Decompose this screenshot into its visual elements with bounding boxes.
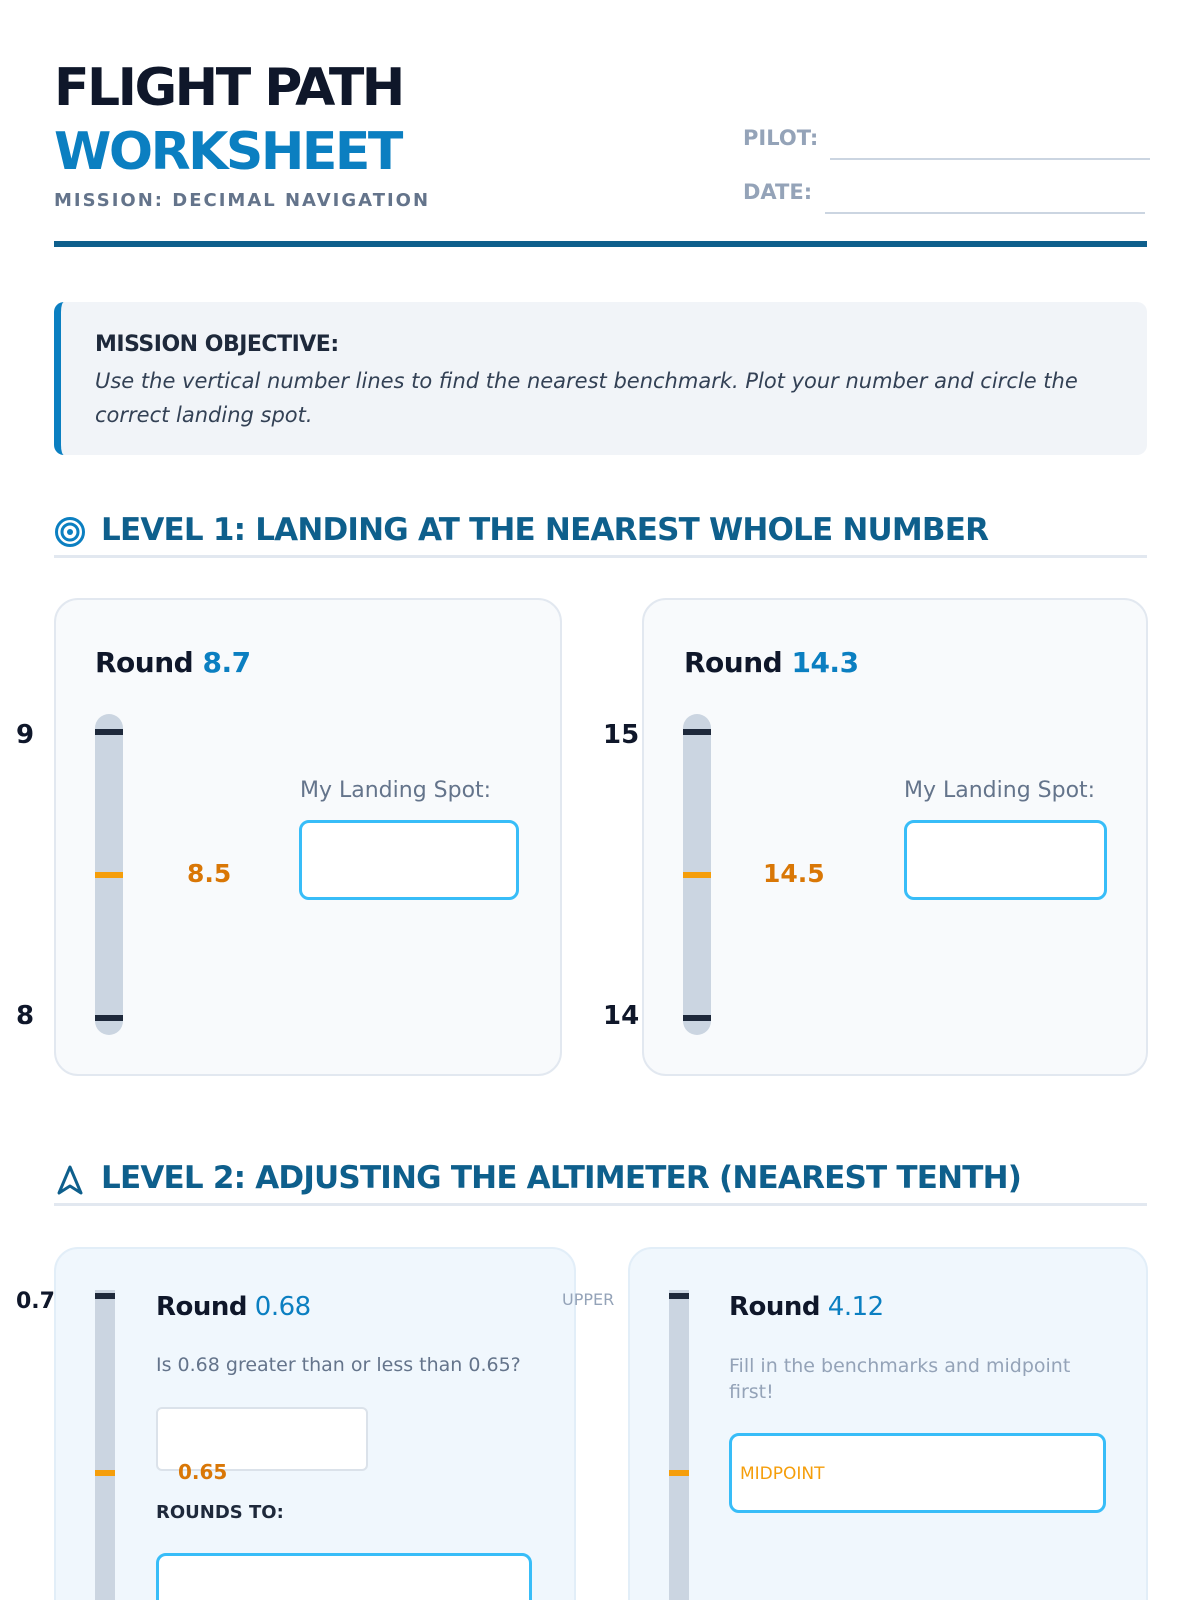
level2-heading: [54, 1158, 1147, 1206]
objective-title: MISSION OBJECTIVE:: [95, 332, 339, 357]
objective-text: Use the vertical number lines to find the nearest benchmark. Plot your number and circle the correct landing spot.: [95, 369, 1078, 427]
upper-benchmark-tick: [95, 1293, 115, 1299]
rounds-to-label: ROUNDS TO:: [156, 1502, 284, 1523]
landing-spot-label: My Landing Spot:: [904, 778, 1096, 803]
problem-number: 8.7: [202, 646, 251, 679]
worksheet-title-line1: FLIGHT PATH: [54, 58, 403, 118]
upper-benchmark-tick: [669, 1293, 689, 1299]
upper-benchmark-label: 15: [603, 720, 640, 750]
problem-number: 14.3: [791, 646, 859, 679]
worksheet-title-line2: WORKSHEET: [54, 122, 401, 182]
comparison-question: Is 0.68 greater than or less than 0.65?: [156, 1354, 521, 1376]
midpoint-tick: [95, 872, 123, 878]
level2-problem-card: [628, 1247, 1148, 1600]
upper-benchmark-label: 0.7: [16, 1289, 55, 1314]
midpoint-tick: [683, 872, 711, 878]
lower-benchmark-tick: [683, 1015, 711, 1021]
midpoint-tick: [95, 1470, 115, 1476]
rounds-to-answer-box[interactable]: [156, 1553, 532, 1600]
upper-benchmark-tick: [683, 729, 711, 735]
upper-benchmark-label: UPPER: [562, 1290, 615, 1309]
header-divider: [54, 241, 1147, 247]
landing-spot-answer-box[interactable]: [904, 820, 1107, 900]
pilot-label: PILOT:: [743, 126, 819, 150]
vertical-number-line: [95, 1290, 115, 1600]
midpoint-label: 14.5: [763, 859, 825, 888]
problem-prompt: [729, 1292, 884, 1322]
vertical-number-line: [683, 714, 711, 1035]
problem-prompt: [95, 646, 251, 679]
round-word: Round: [684, 646, 783, 679]
landing-spot-label: My Landing Spot:: [300, 778, 492, 803]
navigation-arrow-icon: [54, 1164, 86, 1196]
vertical-number-line: [669, 1290, 689, 1600]
landing-spot-answer-box[interactable]: [299, 820, 519, 900]
lower-benchmark-label: 14: [603, 1001, 640, 1031]
round-word: Round: [156, 1292, 248, 1322]
target-icon: [54, 516, 86, 548]
problem-number: 0.68: [254, 1292, 311, 1322]
date-label: DATE:: [743, 180, 813, 204]
worksheet-subtitle: MISSION: DECIMAL NAVIGATION: [54, 190, 431, 211]
lower-benchmark-tick: [95, 1015, 123, 1021]
midpoint-placeholder: MIDPOINT: [740, 1464, 825, 1484]
pilot-name-field[interactable]: [830, 158, 1150, 160]
round-word: Round: [729, 1292, 821, 1322]
date-field[interactable]: [825, 212, 1145, 214]
upper-benchmark-label: 9: [16, 720, 35, 750]
lower-benchmark-label: 8: [16, 1001, 35, 1031]
round-word: Round: [95, 646, 194, 679]
instruction-hint: Fill in the benchmarks and midpoint first!: [729, 1355, 1071, 1403]
problem-number: 4.12: [827, 1292, 884, 1322]
midpoint-tick: [669, 1470, 689, 1476]
problem-prompt: [684, 646, 859, 679]
level1-heading: [54, 510, 1147, 558]
problem-prompt: [156, 1292, 311, 1322]
midpoint-label: 0.65: [178, 1460, 228, 1484]
vertical-number-line: [95, 714, 123, 1035]
midpoint-answer-box[interactable]: [729, 1433, 1106, 1513]
mission-objective-box: [54, 302, 1147, 455]
upper-benchmark-tick: [95, 729, 123, 735]
midpoint-label: 8.5: [187, 859, 232, 888]
level1-title: LEVEL 1: LANDING AT THE NEAREST WHOLE NUMBER: [101, 512, 989, 548]
level2-title: LEVEL 2: ADJUSTING THE ALTIMETER (NEAREST TENTH): [101, 1160, 1022, 1196]
